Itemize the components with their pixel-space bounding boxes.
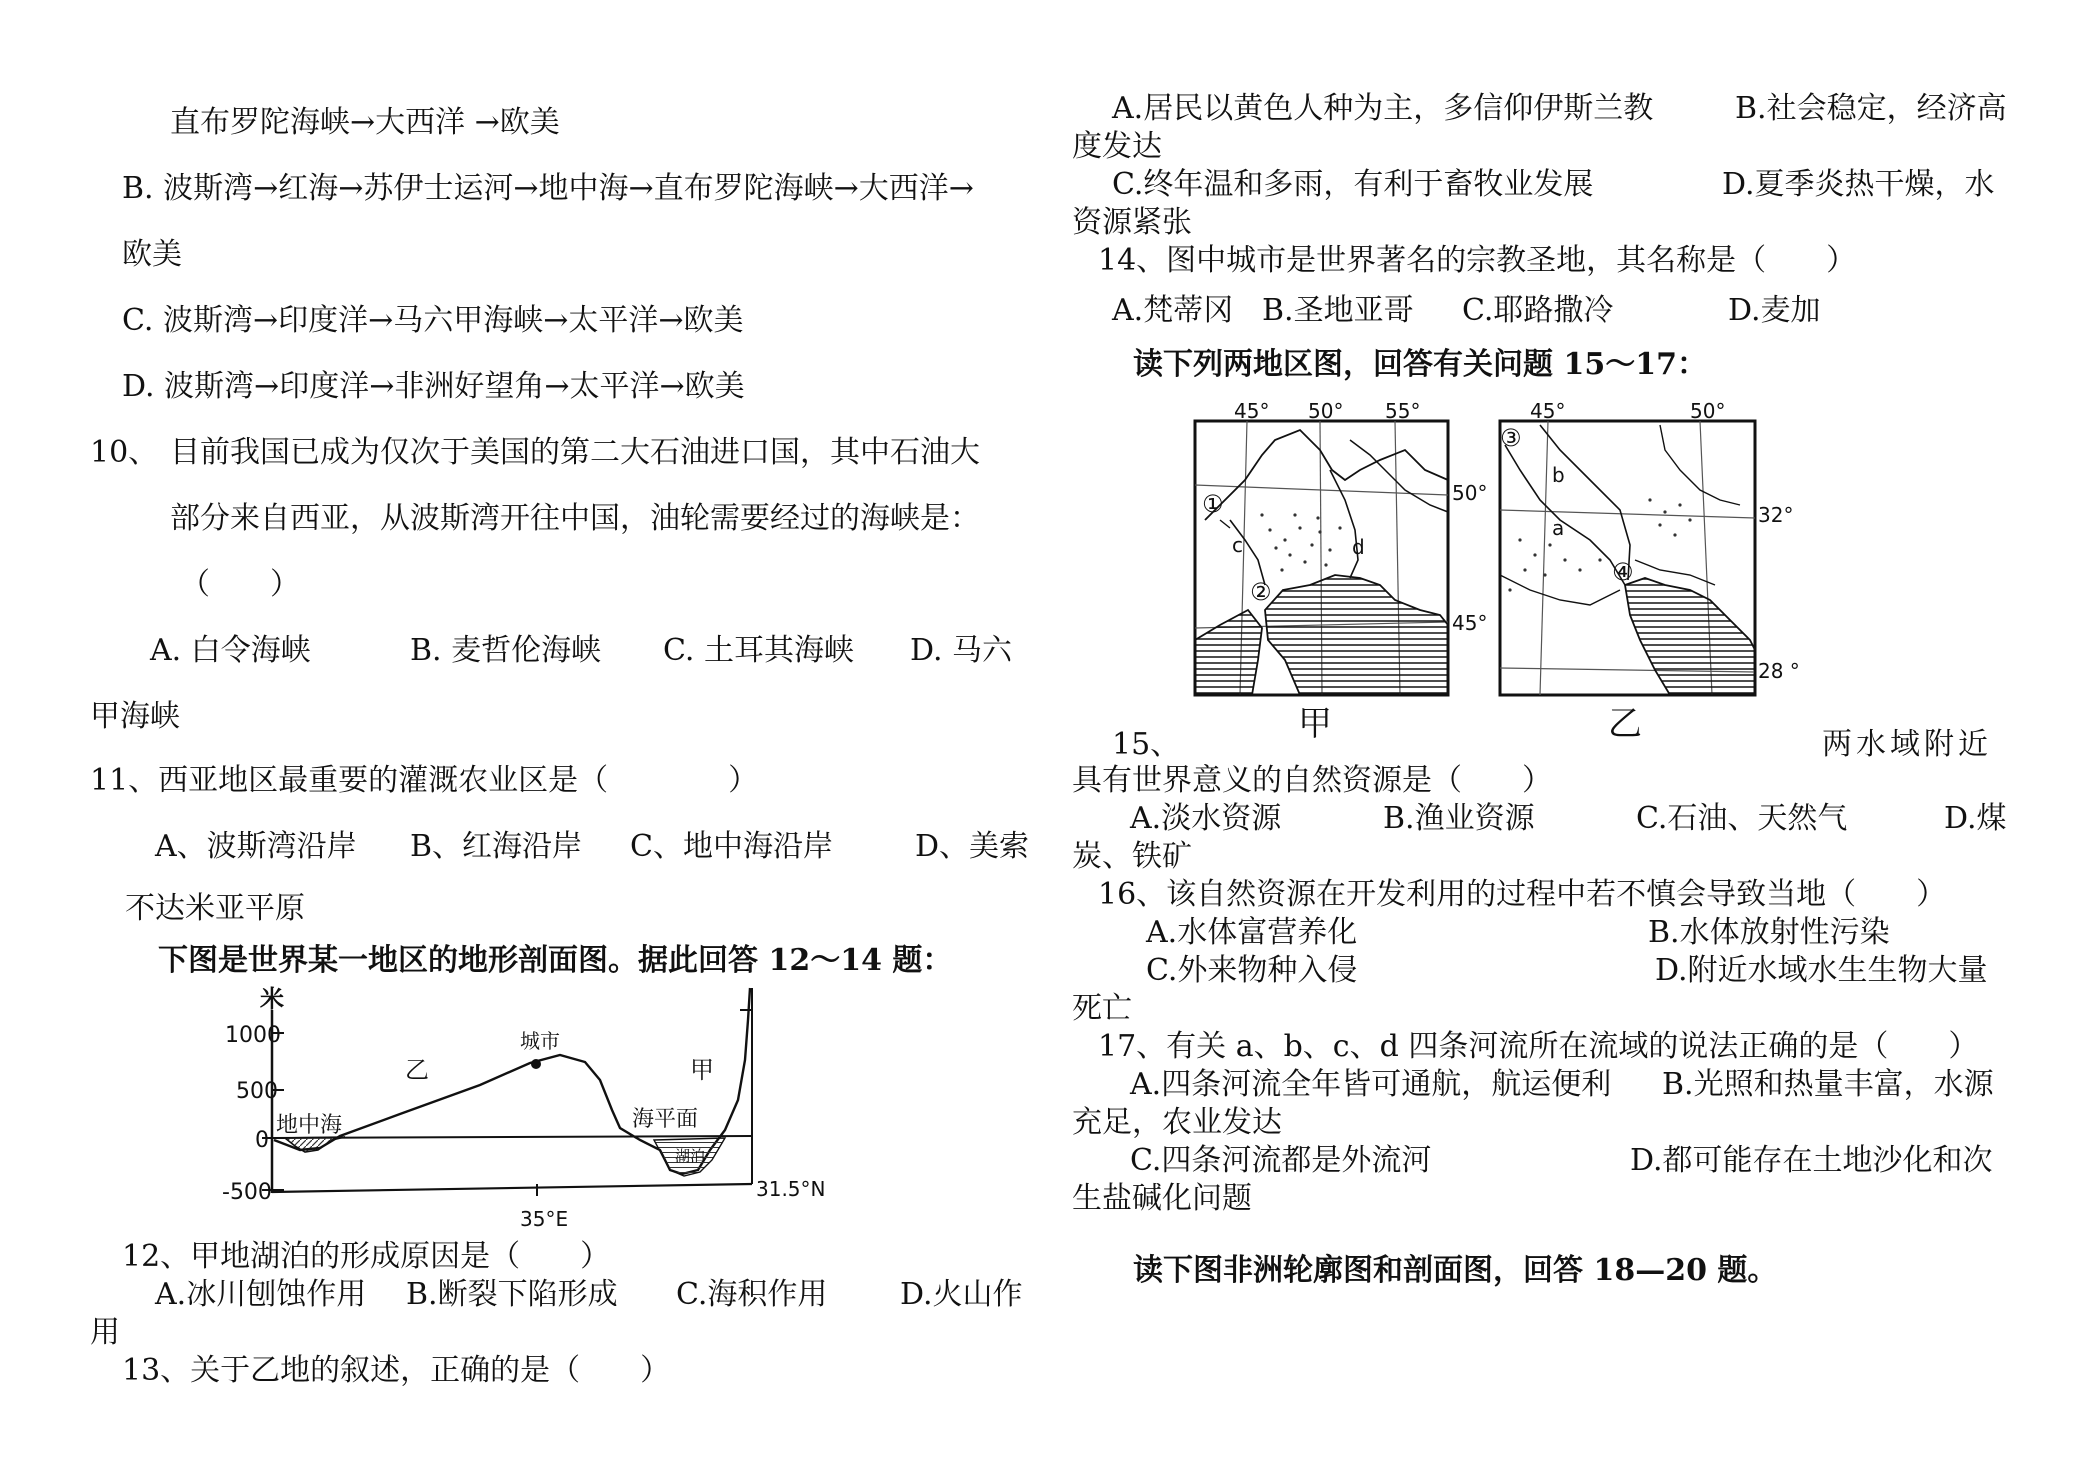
- map-jia-caption: 甲: [1298, 704, 1332, 744]
- profile-baseline: [272, 1184, 752, 1192]
- q17-option-d: D.都可能存在土地沙化和次: [1630, 1143, 1993, 1178]
- q11-stem: 11、西亚地区最重要的灌溉农业区是（ ）: [90, 763, 759, 798]
- q9-option-b-continued: 欧美: [122, 237, 182, 272]
- y-label-500: 500: [236, 1079, 278, 1104]
- q16-stem: 16、该自然资源在开发利用的过程中若不慎会导致当地（ ）: [1098, 877, 1947, 912]
- q11-option-a: A、波斯湾沿岸: [155, 829, 357, 864]
- map-jia-marker-2: ②: [1250, 578, 1272, 606]
- q10-option-d: D. 马六: [910, 633, 1013, 668]
- map-yi-label-b: b: [1552, 463, 1565, 487]
- q15-option-c: C.石油、天然气: [1636, 801, 1848, 836]
- map-yi-lat-32: 32°: [1758, 503, 1794, 527]
- q9-option-d: D. 波斯湾→印度洋→非洲好望角→太平洋→欧美: [122, 369, 745, 404]
- q13-option-d: D.夏季炎热干燥，水: [1722, 167, 1995, 202]
- q15-number: 15、: [1112, 727, 1181, 762]
- q14-option-b: B.圣地亚哥: [1262, 293, 1414, 328]
- map-jia-lat-45: 45°: [1452, 611, 1488, 635]
- q13-option-b: B.社会稳定，经济高: [1735, 91, 2007, 126]
- q14-option-d: D.麦加: [1728, 293, 1821, 328]
- y-label-1000: 1000: [225, 1023, 281, 1048]
- map-yi-lon-50: 50°: [1690, 399, 1726, 423]
- q13-option-a: A.居民以黄色人种为主，多信仰伊斯兰教: [1112, 91, 1654, 126]
- map-yi-lon-45: 45°: [1530, 399, 1566, 423]
- terrain-profile-figure: [215, 985, 826, 1240]
- label-city: 城市: [520, 1029, 560, 1053]
- label-sea-level: 海平面: [632, 1107, 699, 1132]
- q12-option-d-continued: 用: [90, 1315, 120, 1350]
- q9-option-c: C. 波斯湾→印度洋→马六甲海峡→太平洋→欧美: [122, 303, 744, 338]
- label-longitude: 35°E: [520, 1207, 569, 1231]
- q12-option-a: A.冰川刨蚀作用: [155, 1277, 367, 1312]
- q12-option-c: C.海积作用: [676, 1277, 828, 1312]
- q14-stem: 14、图中城市是世界著名的宗教圣地，其名称是（ ）: [1098, 243, 1857, 278]
- q17-option-b-continued: 充足，农业发达: [1072, 1105, 1282, 1140]
- q10-answer-blank: （ ）: [180, 567, 300, 602]
- q16-option-d-continued: 死亡: [1072, 991, 1132, 1026]
- q12-option-b: B.断裂下陷形成: [406, 1277, 618, 1312]
- q17-stem: 17、有关 a、b、c、d 四条河流所在流域的说法正确的是（ ）: [1098, 1029, 1979, 1064]
- q10-option-c: C. 土耳其海峡: [663, 633, 854, 668]
- label-yi: 乙: [405, 1056, 429, 1084]
- q15-option-d: D.煤: [1944, 801, 2007, 836]
- q14-option-a: A.梵蒂冈: [1112, 293, 1234, 328]
- q15-option-b: B.渔业资源: [1383, 801, 1535, 836]
- q15-option-d-continued: 炭、铁矿: [1072, 839, 1192, 874]
- map-jia-lat-50: 50°: [1452, 481, 1488, 505]
- q11-option-c: C、地中海沿岸: [630, 829, 833, 864]
- q18-20-intro: 读下图非洲轮廓图和剖面图，回答 18—20 题。: [1133, 1253, 1778, 1288]
- city-marker: [531, 1059, 541, 1069]
- y-label-neg500: -500: [222, 1180, 272, 1205]
- map-yi-label-a: a: [1552, 516, 1565, 540]
- map-jia-label-d: d: [1352, 535, 1365, 559]
- q10-option-b: B. 麦哲伦海峡: [410, 633, 602, 668]
- q9-option-a-continued: 直布罗陀海峡→大西洋 →欧美: [170, 105, 560, 140]
- q13-option-d-continued: 资源紧张: [1072, 205, 1192, 240]
- map-yi: [1490, 392, 1810, 742]
- q12-stem: 12、甲地湖泊的形成原因是（ ）: [122, 1239, 611, 1274]
- map-jia-marker-1: ①: [1202, 490, 1224, 518]
- map-yi-caption: 乙: [1608, 704, 1642, 744]
- y-axis-unit: 米: [260, 985, 284, 1013]
- q11-option-d: D、美索: [915, 829, 1030, 864]
- q15-stem-line2: 具有世界意义的自然资源是（ ）: [1072, 763, 1552, 798]
- map-yi-lat-28: 28 °: [1758, 659, 1800, 683]
- q11-option-b: B、红海沿岸: [410, 829, 583, 864]
- q16-option-b: B.水体放射性污染: [1648, 915, 1890, 950]
- q17-option-b: B.光照和热量丰富，水源: [1662, 1067, 1994, 1102]
- q15-option-a: A.淡水资源: [1130, 801, 1282, 836]
- label-mediterranean: 地中海: [276, 1113, 343, 1138]
- q13-stem: 13、关于乙地的叙述，正确的是（ ）: [122, 1353, 671, 1388]
- q10-option-d-continued: 甲海峡: [90, 699, 180, 734]
- q15-stem-tail: 两水域附近: [1822, 727, 1992, 762]
- map-jia-label-c: c: [1232, 533, 1243, 557]
- q9-option-b: B. 波斯湾→红海→苏伊士运河→地中海→直布罗陀海峡→大西洋→: [122, 171, 974, 206]
- map-jia-lon-50: 50°: [1308, 399, 1344, 423]
- q12-option-d: D.火山作: [900, 1277, 1023, 1312]
- q15-17-intro: 读下列两地区图，回答有关问题 15～17：: [1133, 347, 1707, 382]
- label-lake: 湖泊: [675, 1147, 706, 1165]
- map-yi-marker-3: ③: [1500, 424, 1522, 452]
- q16-option-a: A.水体富营养化: [1146, 915, 1358, 950]
- y-label-0: 0: [255, 1128, 269, 1153]
- map-jia: [1180, 392, 1488, 744]
- q17-option-c: C.四条河流都是外流河: [1130, 1143, 1432, 1178]
- q10-stem-line2: 部分来自西亚，从波斯湾开往中国，油轮需要经过的海峡是：: [170, 501, 980, 536]
- q16-option-d: D.附近水域水生生物大量: [1655, 953, 1988, 988]
- q11-option-d-continued: 不达米亚平原: [125, 891, 305, 926]
- q10-stem-line1: 目前我国已成为仅次于美国的第二大石油进口国，其中石油大: [170, 435, 980, 470]
- label-jia: 甲: [690, 1056, 714, 1084]
- q16-option-c: C.外来物种入侵: [1146, 953, 1358, 988]
- label-latitude: 31.5°N: [756, 1177, 826, 1201]
- q13-option-b-continued: 度发达: [1072, 129, 1162, 164]
- q17-option-a: A.四条河流全年皆可通航，航运便利: [1130, 1067, 1612, 1102]
- map-yi-marker-4: ④: [1612, 558, 1634, 586]
- map-jia-lon-55: 55°: [1385, 399, 1421, 423]
- map-jia-lon-45: 45°: [1234, 399, 1270, 423]
- q12-14-intro: 下图是世界某一地区的地形剖面图。据此回答 12～14 题：: [158, 943, 953, 978]
- q10-number: 10、: [90, 435, 159, 470]
- q10-option-a: A. 白令海峡: [150, 633, 311, 668]
- q17-option-d-continued: 生盐碱化问题: [1072, 1181, 1252, 1216]
- q13-option-c: C.终年温和多雨，有利于畜牧业发展: [1112, 167, 1594, 202]
- q14-option-c: C.耶路撒冷: [1462, 293, 1614, 328]
